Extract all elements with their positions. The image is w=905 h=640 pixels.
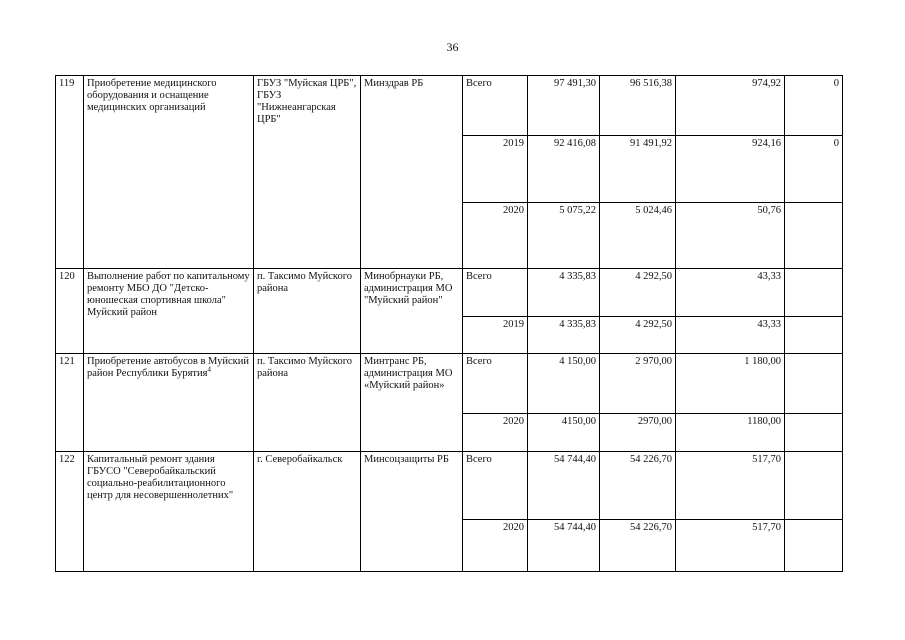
responsible-party: Минобрнауки РБ, администрация МО "Муйский район" <box>361 269 463 354</box>
other-cell <box>785 317 843 354</box>
total-cell: 4 150,00 <box>528 354 600 414</box>
federal-cell: 2 970,00 <box>600 354 676 414</box>
other-cell <box>785 203 843 269</box>
federal-cell: 5 024,46 <box>600 203 676 269</box>
program-table <box>55 75 843 572</box>
federal-cell: 2970,00 <box>600 414 676 452</box>
year-cell: 2020 <box>463 520 528 572</box>
year-cell: 2019 <box>463 317 528 354</box>
responsible-party: Минздрав РБ <box>361 76 463 269</box>
regional-cell: 43,33 <box>676 269 785 317</box>
other-cell <box>785 452 843 520</box>
table-row <box>56 354 843 414</box>
other-cell <box>785 520 843 572</box>
year-cell: Всего <box>463 269 528 317</box>
responsible-party: Минтранс РБ, администрация МО «Муйский район» <box>361 354 463 452</box>
event-location: г. Северобайкальск <box>254 452 361 572</box>
regional-cell: 517,70 <box>676 452 785 520</box>
federal-cell: 4 292,50 <box>600 317 676 354</box>
federal-cell: 91 491,92 <box>600 136 676 203</box>
regional-cell: 517,70 <box>676 520 785 572</box>
regional-cell: 43,33 <box>676 317 785 354</box>
page-number: 36 <box>446 40 459 54</box>
other-cell <box>785 269 843 317</box>
total-cell: 54 744,40 <box>528 520 600 572</box>
table-row <box>56 269 843 317</box>
federal-cell: 96 516,38 <box>600 76 676 136</box>
federal-cell: 54 226,70 <box>600 520 676 572</box>
other-cell: 0 <box>785 136 843 203</box>
total-cell: 4 335,83 <box>528 269 600 317</box>
year-cell: 2019 <box>463 136 528 203</box>
year-cell: Всего <box>463 76 528 136</box>
year-cell: Всего <box>463 452 528 520</box>
regional-cell: 50,76 <box>676 203 785 269</box>
row-number: 119 <box>56 76 84 269</box>
regional-cell: 1 180,00 <box>676 354 785 414</box>
other-cell: 0 <box>785 76 843 136</box>
federal-cell: 4 292,50 <box>600 269 676 317</box>
event-name: Капитальный ремонт здания ГБУСО "Северобайкальский социально-реабилитационного центр для несовершеннолетних" <box>84 452 254 572</box>
footnote-mark: 4 <box>207 365 211 374</box>
event-location: ГБУЗ "Муйская ЦРБ", ГБУЗ "Нижнеангарская ЦРБ" <box>254 76 361 269</box>
other-cell <box>785 354 843 414</box>
event-location: п. Таксимо Муйского района <box>254 269 361 354</box>
event-name <box>84 354 254 452</box>
year-cell: 2020 <box>463 414 528 452</box>
regional-cell: 974,92 <box>676 76 785 136</box>
event-name-text: Приобретение автобусов в Муйский район Республики Бурятия <box>87 356 249 379</box>
event-name: Приобретение медицинского оборудования и оснащение медицинских организаций <box>84 76 254 269</box>
table-row <box>56 452 843 520</box>
other-cell <box>785 414 843 452</box>
regional-cell: 1180,00 <box>676 414 785 452</box>
total-cell: 97 491,30 <box>528 76 600 136</box>
table-row <box>56 76 843 136</box>
regional-cell: 924,16 <box>676 136 785 203</box>
row-number: 122 <box>56 452 84 572</box>
federal-cell: 54 226,70 <box>600 452 676 520</box>
event-name: Выполнение работ по капитальному ремонту МБО ДО "Детско-юношеская спортивная школа" Муйский район <box>84 269 254 354</box>
total-cell: 92 416,08 <box>528 136 600 203</box>
responsible-party: Минсоцзащиты РБ <box>361 452 463 572</box>
event-location: п. Таксимо Муйского района <box>254 354 361 452</box>
total-cell: 4150,00 <box>528 414 600 452</box>
total-cell: 5 075,22 <box>528 203 600 269</box>
total-cell: 54 744,40 <box>528 452 600 520</box>
total-cell: 4 335,83 <box>528 317 600 354</box>
row-number: 121 <box>56 354 84 452</box>
year-cell: Всего <box>463 354 528 414</box>
row-number: 120 <box>56 269 84 354</box>
year-cell: 2020 <box>463 203 528 269</box>
